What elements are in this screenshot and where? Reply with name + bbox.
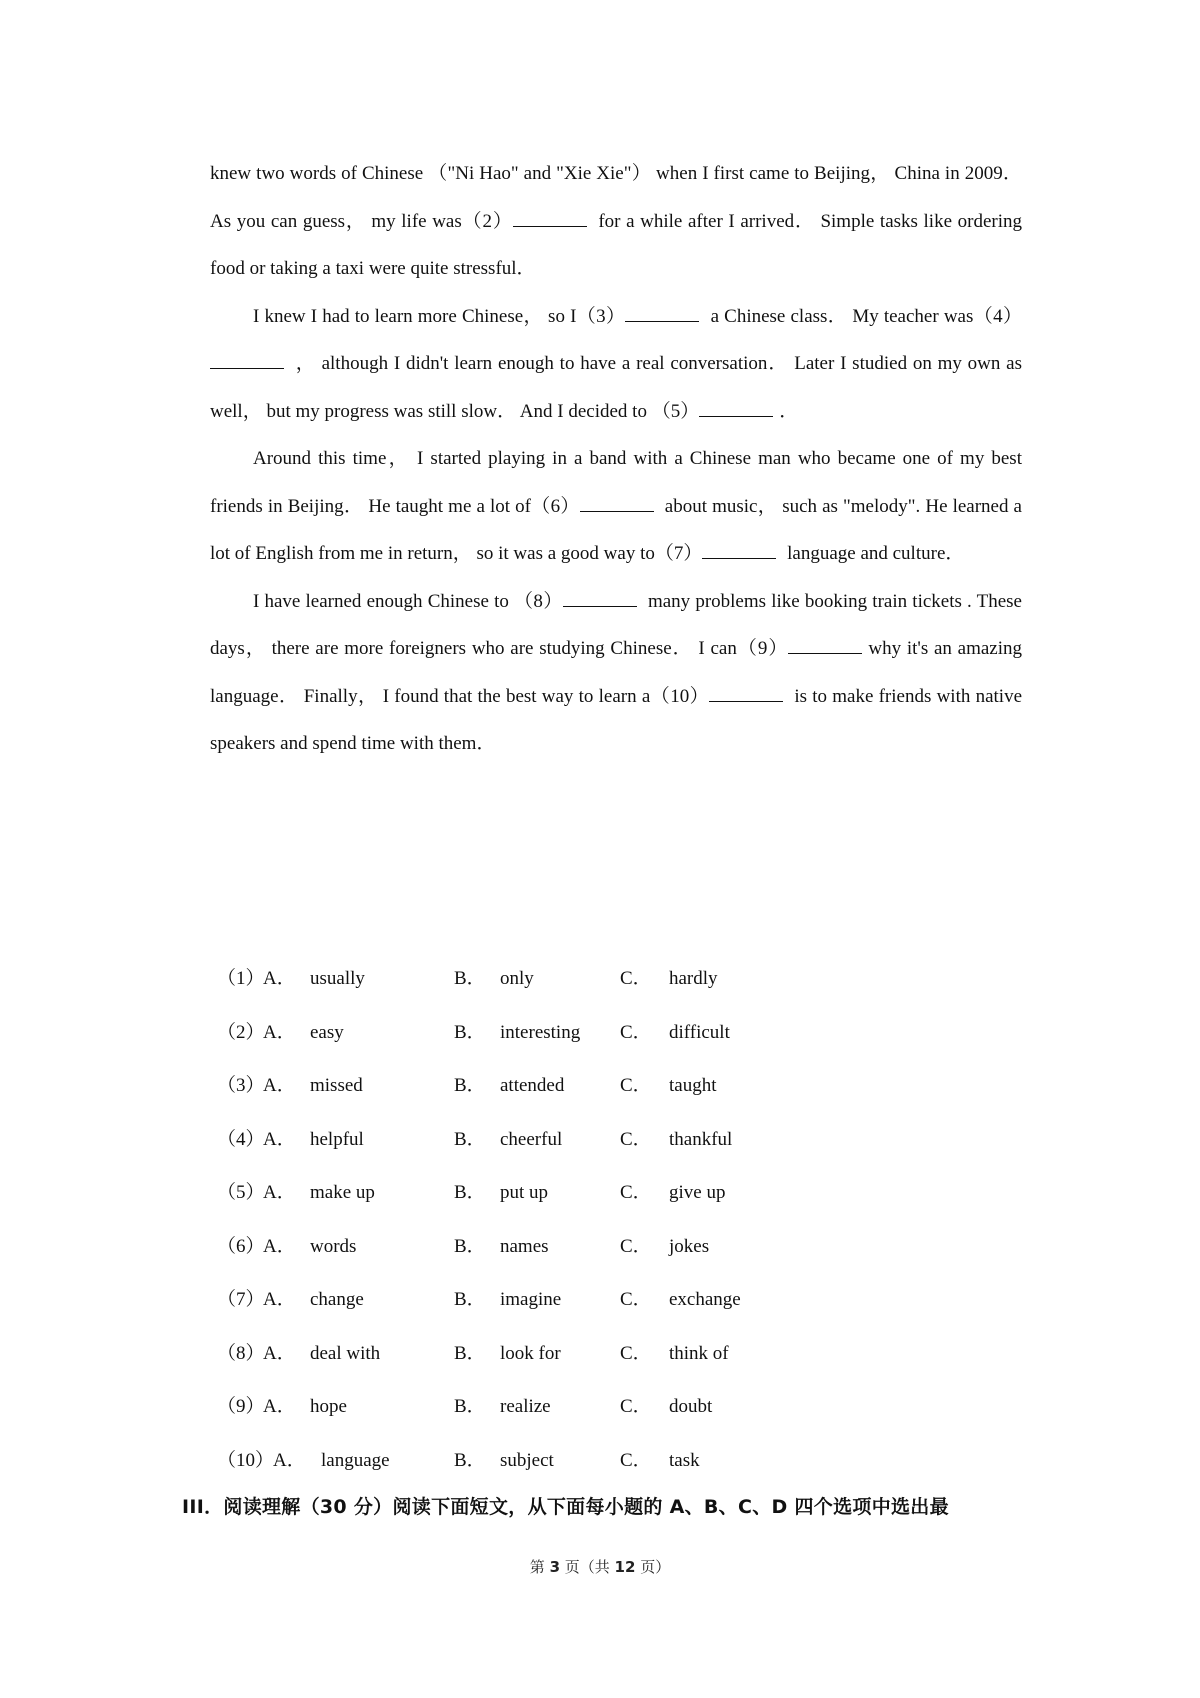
option-b[interactable]: put up xyxy=(500,1182,549,1203)
option-row xyxy=(217,952,917,1006)
option-a[interactable]: make up xyxy=(310,1182,375,1203)
option-c[interactable]: give up xyxy=(669,1182,726,1203)
blank-3[interactable] xyxy=(625,303,699,322)
question-number: （3） xyxy=(217,1075,265,1096)
blank-6[interactable] xyxy=(580,493,654,512)
option-c[interactable]: doubt xyxy=(669,1396,713,1417)
section-heading: III．阅读理解（30 分）阅读下面短文，从下面每小题的 A、B、C、D 四个选项中选出最 xyxy=(182,1496,949,1518)
option-c[interactable]: jokes xyxy=(669,1235,710,1257)
letter-b: B． xyxy=(454,1449,486,1471)
letter-c: C． xyxy=(620,1075,652,1096)
question-number: （1） xyxy=(217,968,265,989)
blank-9[interactable] xyxy=(788,635,862,654)
letter-b: B． xyxy=(454,1396,486,1417)
letter-c: C． xyxy=(620,1449,652,1471)
letter-a: A． xyxy=(263,1235,296,1257)
option-b[interactable]: look for xyxy=(500,1342,561,1364)
option-c[interactable]: think of xyxy=(669,1342,729,1364)
letter-a: A． xyxy=(263,1075,296,1096)
option-c[interactable]: hardly xyxy=(669,968,718,989)
letter-c: C． xyxy=(620,968,652,989)
option-c[interactable]: task xyxy=(669,1449,700,1471)
paragraph-4: I have learned enough Chinese to （8） many problems like booking train tickets . These days， there are more foreigners who are studying Chinese． I can（9） why it's an amazing language． Finally， I found that the best way to learn a（10） is to make friends with native speakers and spend time with them． xyxy=(210,578,1022,768)
blank-8[interactable] xyxy=(563,588,637,607)
option-b[interactable]: imagine xyxy=(500,1289,562,1310)
option-a[interactable]: missed xyxy=(310,1075,363,1096)
letter-a: A． xyxy=(263,1289,296,1310)
paragraph-3: Around this time， I started playing in a band with a Chinese man who became one of my best friends in Beijing． He taught me a lot of（6） about music， such as "melody". He learned a lot of English from me in return， so it was a good way to（7） language and culture． xyxy=(210,448,1022,564)
option-c[interactable]: thankful xyxy=(669,1128,733,1150)
letter-c: C． xyxy=(620,1235,652,1257)
answer-options xyxy=(217,952,917,1487)
letter-c: C． xyxy=(620,1289,652,1310)
question-number: （9） xyxy=(217,1396,265,1417)
option-a[interactable]: easy xyxy=(310,1021,344,1043)
question-number: （4） xyxy=(217,1128,265,1150)
letter-a: A． xyxy=(263,1342,296,1364)
option-row xyxy=(217,1059,917,1113)
option-c[interactable]: difficult xyxy=(669,1021,730,1043)
option-row xyxy=(217,1434,917,1488)
letter-a: A． xyxy=(263,1128,296,1150)
option-b[interactable]: interesting xyxy=(500,1021,581,1043)
question-number: （6） xyxy=(217,1235,265,1257)
letter-b: B． xyxy=(454,1182,486,1203)
question-number: （7） xyxy=(217,1289,265,1310)
cloze-passage xyxy=(210,150,1022,768)
option-c[interactable]: taught xyxy=(669,1075,717,1096)
letter-c: C． xyxy=(620,1396,652,1417)
letter-b: B． xyxy=(454,1289,486,1310)
blank-4[interactable] xyxy=(210,350,284,369)
question-number: （2） xyxy=(217,1021,265,1043)
option-b[interactable]: cheerful xyxy=(500,1128,563,1150)
blank-7[interactable] xyxy=(702,540,776,559)
option-a[interactable]: hope xyxy=(310,1396,347,1417)
option-a[interactable]: helpful xyxy=(310,1128,364,1150)
blank-5[interactable] xyxy=(699,398,773,417)
question-number: （10） xyxy=(217,1449,275,1471)
blank-10[interactable] xyxy=(709,683,783,702)
page-footer: 第 3 页（共 12 页） xyxy=(529,1558,671,1576)
question-number: （8） xyxy=(217,1342,265,1364)
option-row xyxy=(217,1273,917,1327)
option-a[interactable]: language xyxy=(321,1449,390,1471)
option-row xyxy=(217,1220,917,1274)
letter-b: B． xyxy=(454,1021,486,1043)
letter-c: C． xyxy=(620,1182,652,1203)
paragraph-1: knew two words of Chinese （"Ni Hao" and "Xie Xie"） when I first came to Beijing， China in 2009． As you can guess， my life was（2） for a while after I arrived． Simple tasks like ordering food or taking a taxi were quite stressful． xyxy=(210,163,1022,279)
option-row xyxy=(217,1380,917,1434)
option-b[interactable]: subject xyxy=(500,1449,554,1471)
letter-b: B． xyxy=(454,1128,486,1150)
letter-c: C． xyxy=(620,1128,652,1150)
option-c[interactable]: exchange xyxy=(669,1289,741,1310)
letter-a: A． xyxy=(263,1182,296,1203)
page-number: 3 xyxy=(549,1558,560,1576)
letter-b: B． xyxy=(454,1075,486,1096)
letter-c: C． xyxy=(620,1021,652,1043)
letter-c: C． xyxy=(620,1342,652,1364)
option-b[interactable]: names xyxy=(500,1235,549,1257)
paragraph-2: I knew I had to learn more Chinese， so I（3） a Chinese class． My teacher was（4） ， although I didn't learn enough to have a real conversation． Later I studied on my own as well， but my progress was still slow． And I decided to （5） ． xyxy=(210,293,1022,436)
option-b[interactable]: realize xyxy=(500,1396,551,1417)
letter-b: B． xyxy=(454,1235,486,1257)
option-a[interactable]: words xyxy=(310,1235,357,1257)
page-total: 12 xyxy=(614,1558,636,1576)
option-row xyxy=(217,1006,917,1060)
option-a[interactable]: deal with xyxy=(310,1342,381,1364)
question-number: （5） xyxy=(217,1182,265,1203)
letter-a: A． xyxy=(263,1021,296,1043)
option-row xyxy=(217,1113,917,1167)
option-row xyxy=(217,1166,917,1220)
option-a[interactable]: usually xyxy=(310,968,365,989)
option-b[interactable]: attended xyxy=(500,1075,565,1096)
letter-a: A． xyxy=(263,1396,296,1417)
letter-b: B． xyxy=(454,1342,486,1364)
letter-a: A． xyxy=(273,1449,306,1471)
letter-b: B． xyxy=(454,968,486,989)
option-b[interactable]: only xyxy=(500,968,534,989)
letter-a: A． xyxy=(263,968,296,989)
blank-2[interactable] xyxy=(513,208,587,227)
option-row xyxy=(217,1327,917,1381)
option-a[interactable]: change xyxy=(310,1289,364,1310)
